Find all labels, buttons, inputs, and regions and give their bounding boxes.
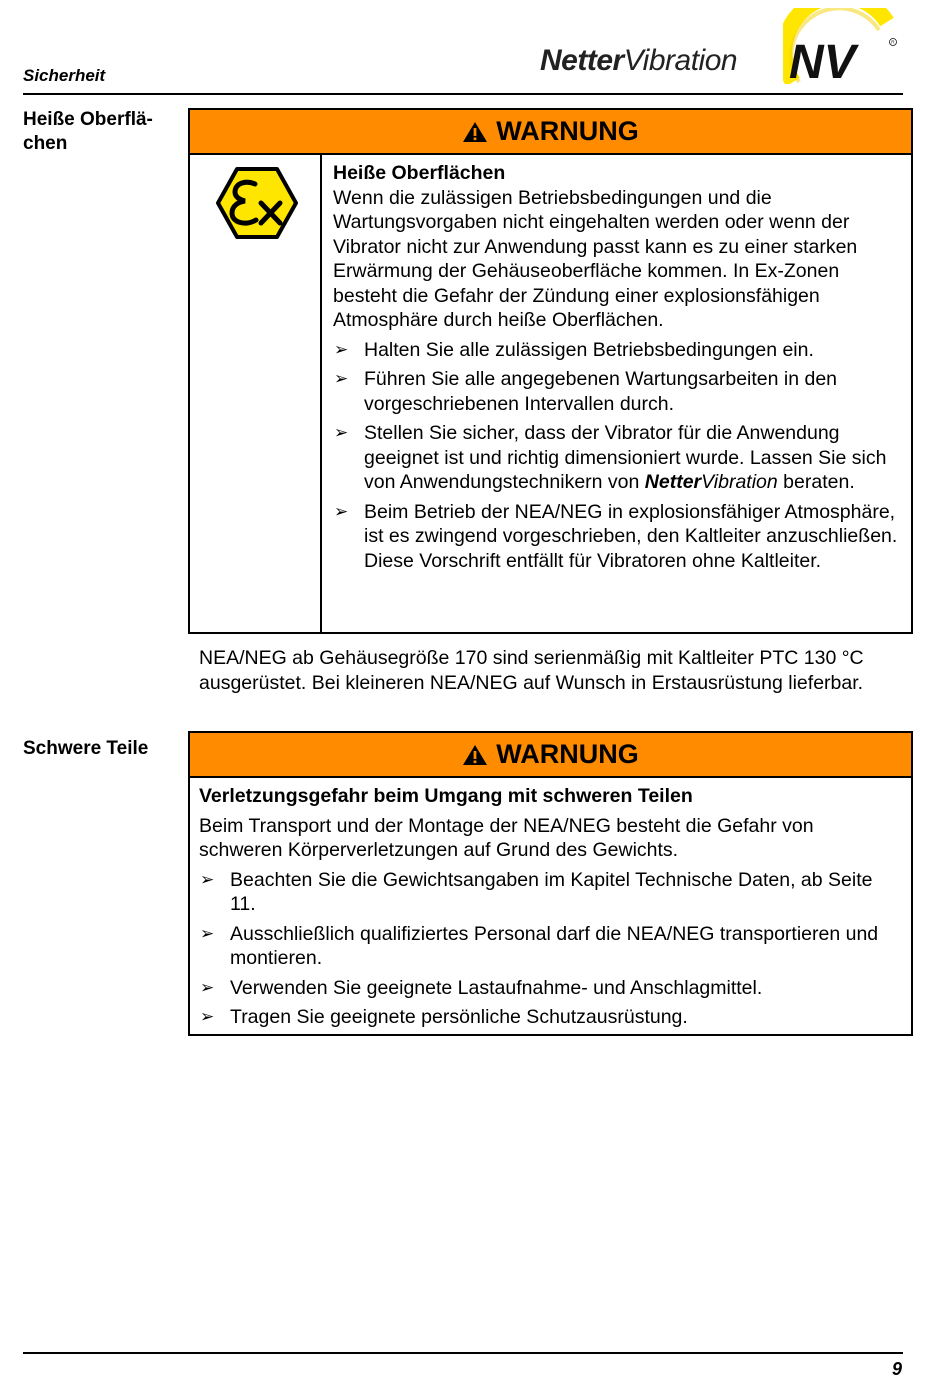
list-item-text: Verwenden Sie geeignete Lastaufnahme- und Anschlagmittel. [230,976,763,999]
ptc-note: NEA/NEG ab Gehäusegröße 170 sind serienmäßig mit Kaltleiter PTC 130 °C ausgerüstet. Bei kleineren NEA/NEG auf Wunsch in Erstausrüstung lieferbar. [199,647,864,694]
svg-text:NV: NV [789,36,856,84]
warning-text [333,161,901,578]
warning-label: WARNUNG [496,739,639,769]
ex-explosion-protection-icon [216,167,298,239]
bullet-arrow-icon: ➢ [200,977,215,997]
warning-title: Verletzungsgefahr beim Umgang mit schweren Teilen [199,785,693,807]
list-item-text: Ausschließlich qualifiziertes Personal darf die NEA/NEG transportieren und montieren. [230,922,879,969]
warning-intro: Beim Transport und der Montage der NEA/NEG besteht die Gefahr von schweren Körperverletzungen auf Grund des Gewichts. [199,814,814,861]
list-item [199,922,901,971]
warning-box-hot-surfaces [188,108,913,634]
warning-box-heavy-parts [188,731,913,1036]
instruction-list [199,868,901,1030]
brand-wordmark-regular: Vibration [623,44,738,77]
warning-title: Heiße Oberflächen [333,162,506,184]
brand-wordmark [540,44,737,78]
bullet-arrow-icon: ➢ [200,923,215,943]
bullet-arrow-icon: ➢ [334,369,349,388]
instruction-list [333,338,901,574]
list-item [199,976,901,1001]
bullet-arrow-icon: ➢ [200,869,215,889]
bullet-arrow-icon: ➢ [334,423,349,442]
footer-divider [23,1352,903,1354]
warning-header [190,110,911,155]
bullet-arrow-icon: ➢ [334,501,349,521]
warning-triangle-icon [462,120,488,144]
list-item-text: Beim Betrieb der NEA/NEG in explosionsfähiger Atmosphäre, ist es zwingend vorgeschrieben, den Kaltleiter anzuschließen. Diese Vorschrift entfällt für Vibratoren ohne Kaltleiter. [364,500,898,572]
list-item-text: Stellen Sie sicher, dass der Vibrator für die Anwendung geeignet ist und richtig dimensioniert wurde. Lassen Sie sich von Anwendungstechnikern von [364,422,887,493]
list-item-text: Tragen Sie geeignete persönliche Schutzausrüstung. [230,1006,688,1028]
list-item [333,338,901,363]
list-item-text: Führen Sie alle angegebenen Wartungsarbeiten in den vorgeschriebenen Intervallen durch. [364,368,838,415]
header-divider [23,93,903,95]
warning-label: WARNUNG [496,116,639,146]
list-item [333,421,901,495]
brand-name-italic: Vibration [701,471,778,493]
bullet-arrow-icon: ➢ [200,1007,215,1026]
icon-column [190,155,322,632]
list-item-text: Beachten Sie die Gewichtsangaben im Kapitel Technische Daten, ab Seite 11. [230,868,873,915]
warning-triangle-icon [462,743,488,767]
brand-wordmark-bold: Netter [540,44,624,77]
nv-logo-icon [783,8,899,84]
warning-header [190,733,911,778]
list-item [333,367,901,416]
warning-text [199,784,901,1035]
list-item-text: Halten Sie alle zulässigen Betriebsbedingungen ein. [364,338,814,361]
bullet-arrow-icon: ➢ [334,339,349,359]
side-label-heavy-parts: Schwere Teile [23,738,149,759]
side-label-hot-surfaces: Heiße Oberflä- chen [23,109,153,154]
warning-intro: Wenn die zulässigen Betriebsbedingungen und die Wartungsvorgaben nicht eingehalten werden oder wenn der Vibrator nicht zur Anwendung passt kann es zu einer starken Erwärmung der Gehäuseoberfläche kommen. In Ex-Zonen besteht die Gefahr der Zündung einer explosionsfähigen Atmosphäre durch heiße Oberflächen. [333,186,858,331]
section-title: Sicherheit [23,66,106,85]
page-number: 9 [891,1359,902,1379]
list-item-text-end: beraten. [777,471,855,493]
list-item [199,868,901,917]
list-item [333,500,901,574]
brand-name-bold: Netter [644,471,702,493]
svg-text:R: R [891,39,895,45]
list-item [199,1005,901,1030]
